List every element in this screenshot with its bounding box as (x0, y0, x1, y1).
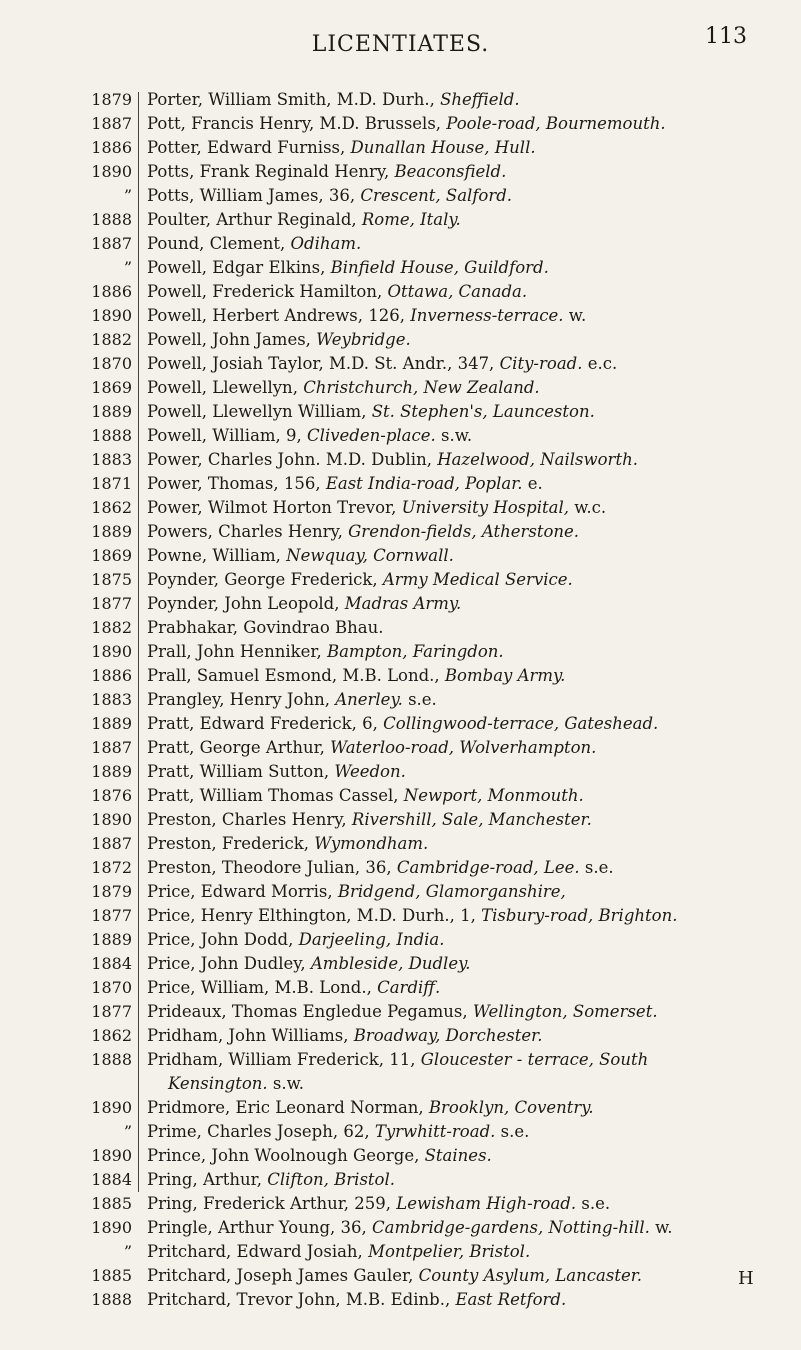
entry-text (147, 832, 428, 856)
entry-year: 1877 (91, 594, 132, 613)
entry-place: Tisbury-road, Brighton. (481, 906, 678, 925)
entry-name: Price, John Dudley, (147, 954, 311, 973)
entry-text (147, 1120, 529, 1144)
entry-place: Montpelier, Bristol. (368, 1242, 531, 1261)
entry-name: Pring, Arthur, (147, 1170, 268, 1189)
signature-mark: H (738, 1268, 754, 1289)
entry-year: 1862 (91, 1026, 132, 1045)
list-item (0, 1024, 801, 1048)
entry-text (147, 904, 677, 928)
list-item (0, 784, 801, 808)
entry-text (147, 1264, 642, 1288)
entry-name: Prall, Samuel Esmond, M.B. Lond., (147, 666, 445, 685)
entry-name: Pring, Frederick Arthur, 259, (147, 1194, 397, 1213)
entry-text (147, 592, 461, 616)
entry-year: 1890 (91, 642, 132, 661)
entry-text (147, 400, 595, 424)
entry-name: Price, Henry Elthington, M.D. Durh., 1, (147, 906, 482, 925)
entry-text (147, 256, 549, 280)
list-item (0, 520, 801, 544)
entry-text (147, 1288, 566, 1312)
entry-place: Broadway, Dorchester. (353, 1026, 543, 1045)
entry-text (147, 544, 454, 568)
entry-place: Madras Army. (344, 594, 462, 613)
entry-district: s.w. (267, 1074, 305, 1093)
entry-district: s.w. (435, 426, 473, 445)
entry-place: Bombay Army. (444, 666, 566, 685)
entry-place: Wellington, Somerset. (472, 1002, 658, 1021)
entry-text (147, 760, 406, 784)
entry-name: Price, William, M.B. Lond., (147, 978, 378, 997)
entry-year: 1884 (91, 954, 132, 973)
entry-year: 1888 (91, 1050, 132, 1069)
entry-place: East Retford. (455, 1290, 567, 1309)
entry-place: Crescent, Salford. (360, 186, 513, 205)
entry-text (147, 496, 606, 520)
entry-text (147, 664, 565, 688)
entry-text (147, 688, 437, 712)
entry-place: Gloucester - terrace, South (420, 1050, 649, 1069)
entry-place: Tyrwhitt-road. (374, 1122, 496, 1141)
entry-name: Pringle, Arthur Young, 36, (147, 1218, 372, 1237)
entry-text (147, 928, 445, 952)
list-item (0, 1168, 801, 1192)
list-item (0, 136, 801, 160)
entry-text (147, 1168, 395, 1192)
entry-name: Pratt, William Thomas Cassel, (147, 786, 404, 805)
entry-year: 1888 (91, 1290, 132, 1309)
entry-text (147, 328, 411, 352)
entry-name: Pritchard, Trevor John, M.B. Edinb., (147, 1290, 456, 1309)
entry-name: Powell, Josiah Taylor, M.D. St. Andr., 347, (147, 354, 500, 373)
entry-place: East India-road, Poplar. (325, 474, 523, 493)
entry-year: 1885 (91, 1266, 132, 1285)
entry-place: Army Medical Service. (382, 570, 573, 589)
entry-place: Odiham. (290, 234, 362, 253)
entry-year: 1871 (91, 474, 132, 493)
entry-name: Powell, Llewellyn William, (147, 402, 372, 421)
entry-place: St. Stephen's, Launceston. (371, 402, 595, 421)
list-item (0, 376, 801, 400)
entry-year: 1887 (91, 738, 132, 757)
list-item (0, 736, 801, 760)
entry-year: 1887 (91, 114, 132, 133)
entry-text (147, 376, 540, 400)
list-item (0, 832, 801, 856)
entry-name: Prime, Charles Joseph, 62, (147, 1122, 375, 1141)
entry-text (147, 1000, 658, 1024)
list-item (0, 352, 801, 376)
entry-place: Weybridge. (316, 330, 411, 349)
entry-text (147, 1048, 648, 1072)
list-item (0, 184, 801, 208)
entry-district: w.c. (568, 498, 607, 517)
entry-name: Powell, William, 9, (147, 426, 308, 445)
entry-place: Waterloo-road, Wolverhampton. (330, 738, 597, 757)
list-item (0, 1288, 801, 1312)
entry-text (147, 208, 461, 232)
entry-name: Powers, Charles Henry, (147, 522, 349, 541)
list-item (0, 568, 801, 592)
entry-text (147, 352, 617, 376)
entry-place: Dunallan House, Hull. (350, 138, 536, 157)
entry-name: Potter, Edward Furniss, (147, 138, 351, 157)
page-number: 113 (705, 24, 747, 49)
list-item (0, 472, 801, 496)
list-item (0, 712, 801, 736)
entry-place: Cardiff. (377, 978, 441, 997)
entry-text (147, 976, 440, 1000)
entry-place: Kensington. (168, 1074, 268, 1093)
entry-place: Bampton, Faringdon. (326, 642, 504, 661)
entry-year: 1869 (91, 378, 132, 397)
entry-text (147, 568, 573, 592)
running-head (0, 22, 801, 62)
entry-name: Pridham, John Williams, (147, 1026, 354, 1045)
entry-year: 1887 (91, 834, 132, 853)
entry-district: s.e. (495, 1122, 530, 1141)
entry-text (147, 160, 506, 184)
entry-name: Poynder, John Leopold, (147, 594, 345, 613)
entry-district: s.e. (579, 858, 614, 877)
entry-place: Rome, Italy. (361, 210, 461, 229)
entry-year: 1870 (91, 978, 132, 997)
entry-text (147, 448, 638, 472)
entry-place: Darjeeling, India. (298, 930, 445, 949)
entry-place: Cambridge-road, Lee. (396, 858, 580, 877)
entry-year: 1877 (91, 1002, 132, 1021)
entry-place: Bridgend, Glamorganshire, (337, 882, 566, 901)
entry-name: Potts, William James, 36, (147, 186, 361, 205)
entry-year: 1889 (91, 522, 132, 541)
entry-place: Staines. (424, 1146, 492, 1165)
entry-text (147, 520, 579, 544)
entry-text (147, 1144, 492, 1168)
entry-year: 1882 (91, 618, 132, 637)
entry-place: Collingwood-terrace, Gateshead. (383, 714, 659, 733)
list-item (0, 1144, 801, 1168)
entry-text (147, 112, 666, 136)
entry-year: 1869 (91, 546, 132, 565)
entry-year: 1890 (91, 306, 132, 325)
entry-text (147, 808, 592, 832)
entry-name: Powell, Llewellyn, (147, 378, 304, 397)
entry-district: w. (563, 306, 587, 325)
list-item (0, 664, 801, 688)
entry-year: ” (123, 1122, 132, 1141)
list-item (0, 496, 801, 520)
entry-place: Inverness-terrace. (410, 306, 564, 325)
entry-place: Ottawa, Canada. (387, 282, 528, 301)
list-item (0, 1240, 801, 1264)
entry-name: Prabhakar, Govindrao Bhau. (147, 618, 384, 637)
entry-name: Prall, John Henniker, (147, 642, 327, 661)
entry-place: University Hospital, (401, 498, 569, 517)
list-item (0, 856, 801, 880)
entry-place: Anerley. (335, 690, 403, 709)
list-item (0, 808, 801, 832)
list-item (0, 616, 801, 640)
list-item (0, 1072, 801, 1096)
entry-year: 1890 (91, 162, 132, 181)
entry-year: 1890 (91, 1146, 132, 1165)
entry-year: 1889 (91, 714, 132, 733)
entry-place: City-road. (499, 354, 583, 373)
entry-text (147, 640, 504, 664)
entry-name: Power, Wilmot Horton Trevor, (147, 498, 402, 517)
entry-text (147, 1216, 673, 1240)
entry-place: Grendon-fields, Atherstone. (348, 522, 580, 541)
entry-year: 1870 (91, 354, 132, 373)
entry-text (147, 1192, 610, 1216)
list-item (0, 1096, 801, 1120)
entry-year: ” (123, 1242, 132, 1261)
entry-year: ” (123, 258, 132, 277)
list-item (0, 232, 801, 256)
entry-text (147, 856, 614, 880)
entry-district: s.e. (402, 690, 437, 709)
entry-name: Price, John Dodd, (147, 930, 299, 949)
list-item (0, 112, 801, 136)
entry-text (147, 784, 584, 808)
entry-text (147, 880, 566, 904)
list-item (0, 1264, 801, 1288)
entry-year: 1888 (91, 426, 132, 445)
entry-name: Poynder, George Frederick, (147, 570, 383, 589)
entry-name: Preston, Frederick, (147, 834, 315, 853)
entry-year: 1879 (91, 90, 132, 109)
entry-year: 1876 (91, 786, 132, 805)
entry-year: 1890 (91, 1218, 132, 1237)
entry-year: 1883 (91, 690, 132, 709)
list-item (0, 160, 801, 184)
entry-place: Lewisham High-road. (396, 1194, 577, 1213)
entry-place: Poole-road, Bournemouth. (446, 114, 666, 133)
entry-place: Cliveden-place. (307, 426, 436, 445)
list-item (0, 952, 801, 976)
list-item (0, 928, 801, 952)
list-item (0, 208, 801, 232)
entry-name: Pratt, George Arthur, (147, 738, 331, 757)
entry-year: 1887 (91, 234, 132, 253)
list-item (0, 1120, 801, 1144)
entry-place: Brooklyn, Coventry. (428, 1098, 594, 1117)
entry-name: Pratt, William Sutton, (147, 762, 335, 781)
entry-text (147, 424, 472, 448)
page-title: LICENTIATES. (311, 32, 490, 57)
entry-place: Binfield House, Guildford. (330, 258, 549, 277)
entry-text (147, 1024, 543, 1048)
list-item (0, 424, 801, 448)
entry-year: 1890 (91, 1098, 132, 1117)
entry-year: 1889 (91, 762, 132, 781)
list-item (0, 88, 801, 112)
list-item (0, 400, 801, 424)
list-item (0, 328, 801, 352)
entry-place: Sheffield. (440, 90, 520, 109)
entry-name: Powne, William, (147, 546, 287, 565)
entry-name: Pritchard, Joseph James Gauler, (147, 1266, 419, 1285)
entry-name: Pott, Francis Henry, M.D. Brussels, (147, 114, 447, 133)
entry-text (147, 88, 520, 112)
entry-name: Power, Charles John. M.D. Dublin, (147, 450, 438, 469)
entry-text (147, 136, 536, 160)
entry-text (147, 472, 543, 496)
entry-name: Preston, Charles Henry, (147, 810, 352, 829)
entry-district: e. (522, 474, 543, 493)
entry-text (147, 1096, 594, 1120)
entry-name: Pratt, Edward Frederick, 6, (147, 714, 384, 733)
entry-year: 1875 (91, 570, 132, 589)
entry-year: 1888 (91, 210, 132, 229)
entry-text (147, 280, 527, 304)
list-item (0, 448, 801, 472)
entry-text (147, 1240, 530, 1264)
entry-name: Pound, Clement, (147, 234, 291, 253)
entry-name: Prince, John Woolnough George, (147, 1146, 425, 1165)
entry-text (147, 616, 384, 640)
list-item (0, 688, 801, 712)
entry-name: Powell, Edgar Elkins, (147, 258, 331, 277)
entry-year: 1886 (91, 666, 132, 685)
entry-place: Weedon. (334, 762, 406, 781)
entry-name: Pridham, William Frederick, 11, (147, 1050, 421, 1069)
entry-place: Ambleside, Dudley. (310, 954, 471, 973)
entry-place: Wymondham. (314, 834, 429, 853)
entry-year: 1884 (91, 1170, 132, 1189)
entry-text (147, 232, 361, 256)
entry-text (147, 304, 586, 328)
entry-year: 1889 (91, 402, 132, 421)
entry-year: 1879 (91, 882, 132, 901)
entry-year: 1877 (91, 906, 132, 925)
list-item (0, 256, 801, 280)
entry-place: Hazelwood, Nailsworth. (437, 450, 638, 469)
entry-year: 1890 (91, 810, 132, 829)
entry-text (168, 1072, 304, 1096)
entry-year: 1886 (91, 138, 132, 157)
entry-year: ” (123, 186, 132, 205)
entry-place: Cambridge-gardens, Notting-hill. (372, 1218, 650, 1237)
entry-year: 1889 (91, 930, 132, 949)
entry-place: Christchurch, New Zealand. (303, 378, 540, 397)
list-item (0, 880, 801, 904)
entry-place: Newport, Monmouth. (403, 786, 584, 805)
list-item (0, 1000, 801, 1024)
entry-year: 1882 (91, 330, 132, 349)
entry-text (147, 184, 512, 208)
entry-name: Power, Thomas, 156, (147, 474, 326, 493)
list-item (0, 760, 801, 784)
entry-year: 1862 (91, 498, 132, 517)
list-item (0, 544, 801, 568)
entry-district: w. (649, 1218, 673, 1237)
list-item (0, 640, 801, 664)
entry-place: Rivershill, Sale, Manchester. (351, 810, 592, 829)
entry-name: Powell, John James, (147, 330, 317, 349)
list-item (0, 280, 801, 304)
entry-text (147, 736, 596, 760)
entry-text (147, 712, 658, 736)
entry-name: Powell, Herbert Andrews, 126, (147, 306, 411, 325)
entry-name: Powell, Frederick Hamilton, (147, 282, 388, 301)
entry-name: Pritchard, Edward Josiah, (147, 1242, 369, 1261)
entry-year: 1885 (91, 1194, 132, 1213)
entry-name: Prangley, Henry John, (147, 690, 336, 709)
list-item (0, 1216, 801, 1240)
entry-place: Newquay, Cornwall. (286, 546, 454, 565)
entry-year: 1886 (91, 282, 132, 301)
list-item (0, 904, 801, 928)
list-item (0, 1192, 801, 1216)
entry-place: Beaconsfield. (394, 162, 507, 181)
entry-name: Pridmore, Eric Leonard Norman, (147, 1098, 429, 1117)
entry-name: Preston, Theodore Julian, 36, (147, 858, 397, 877)
entry-name: Potts, Frank Reginald Henry, (147, 162, 395, 181)
list-item (0, 592, 801, 616)
entry-name: Price, Edward Morris, (147, 882, 338, 901)
entry-district: e.c. (582, 354, 618, 373)
entry-district: s.e. (576, 1194, 611, 1213)
entry-year: 1883 (91, 450, 132, 469)
entry-place: Clifton, Bristol. (267, 1170, 396, 1189)
list-item (0, 1048, 801, 1072)
entry-name: Poulter, Arthur Reginald, (147, 210, 362, 229)
entry-text (147, 952, 470, 976)
entry-year: 1872 (91, 858, 132, 877)
entry-name: Porter, William Smith, M.D. Durh., (147, 90, 441, 109)
entry-place: County Asylum, Lancaster. (418, 1266, 643, 1285)
list-item (0, 304, 801, 328)
list-item (0, 976, 801, 1000)
entry-name: Prideaux, Thomas Engledue Pegamus, (147, 1002, 473, 1021)
